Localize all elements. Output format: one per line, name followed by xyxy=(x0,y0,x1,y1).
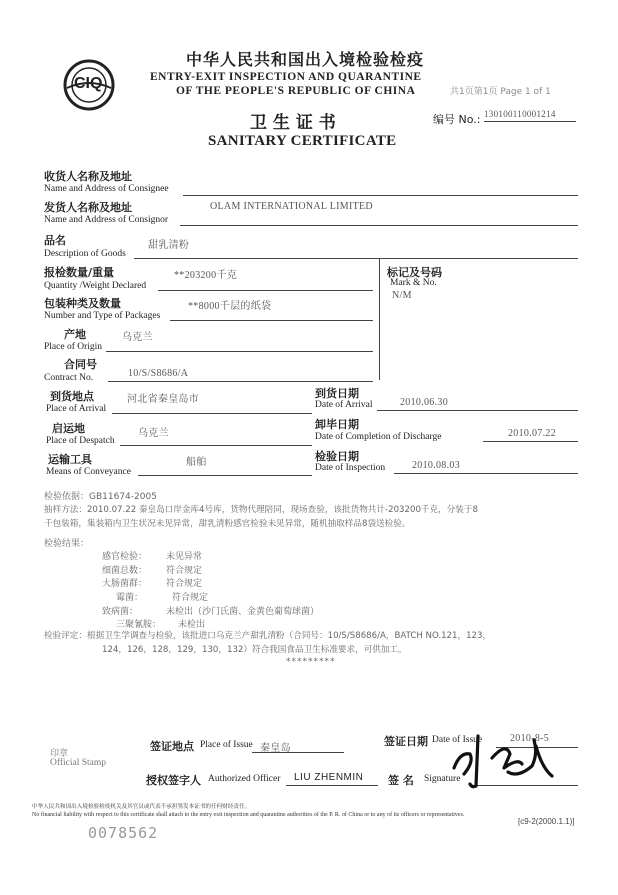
issue-place-label-en: Place of Issue xyxy=(200,740,253,750)
arrival-place-label-en: Place of Arrival xyxy=(46,404,107,414)
signature-label-en: Signature xyxy=(424,774,461,784)
despatch-label-en: Place of Despatch xyxy=(46,436,115,446)
packages-value: **8000千层的纸袋 xyxy=(188,301,272,312)
origin-label-en: Place of Origin xyxy=(44,342,103,352)
officer-label-cn: 授权签字人 xyxy=(146,774,201,787)
arrival-place-value: 河北省秦皇岛市 xyxy=(127,394,200,405)
ciq-logo xyxy=(62,58,116,112)
signature-label-cn: 签 名 xyxy=(388,774,414,787)
despatch-value: 乌克兰 xyxy=(138,428,169,439)
marks-label-cn: 标记及号码 xyxy=(387,266,442,279)
conveyance-label-cn: 运输工具 xyxy=(48,453,92,466)
discharge-label-en: Date of Completion of Discharge xyxy=(315,432,442,442)
disclaimer-cn: 中华人民共和国出入境检验检疫机关及其官员或代表不承担签发本证书的任何财经责任。 xyxy=(32,804,251,810)
origin-value: 乌克兰 xyxy=(122,332,153,343)
result-item: 感官检验： xyxy=(102,552,148,562)
despatch-label-cn: 启运地 xyxy=(52,422,85,435)
quantity-label-cn: 报检数量/重量 xyxy=(44,266,115,279)
contract-value: 10/S/S8686/A xyxy=(128,368,189,379)
consignor-label-cn: 发货人名称及地址 xyxy=(44,201,132,214)
page-info: 共1页第1页 Page 1 of 1 xyxy=(450,87,551,97)
logo-text: CIQ xyxy=(74,75,103,92)
arrival-place-label-cn: 到货地点 xyxy=(50,390,94,403)
disclaimer-en: No financial liability with respect to this certificate shall attach to the entry exit inspection and quarantine authorities of the P. R. of China or to any of its officers or representatives. xyxy=(32,812,465,818)
inspection-date-label-en: Date of Inspection xyxy=(315,463,386,473)
inspection-basis: 检验依据：GB11674-2005 xyxy=(44,492,157,502)
issue-date-label-en: Date of Issue xyxy=(432,735,483,745)
conclusion-line2: 124，126，128，129，130，132）符合我国食品卫生标准要求，可供加工。 xyxy=(102,645,407,655)
inspection-date-value: 2010.08.03 xyxy=(412,460,460,471)
issue-place-label-cn: 签证地点 xyxy=(150,740,194,753)
consignor-value: OLAM INTERNATIONAL LIMITED xyxy=(210,201,373,212)
sampling-method-line1: 抽样方法：2010.07.22 秦皇岛口岸金库4号库，货物代理陪同，现场查验，该批货物共计-203200千克，分装于8 xyxy=(44,505,478,515)
result-value: 未检出 xyxy=(178,620,206,630)
issue-place-value: 秦皇岛 xyxy=(260,743,291,754)
result-value: 未见异常 xyxy=(166,552,203,562)
consignee-label-en: Name and Address of Consignee xyxy=(44,184,169,194)
issue-date-value: 2010-8-5 xyxy=(510,733,550,744)
results-label: 检验结果： xyxy=(44,539,90,549)
discharge-label-cn: 卸毕日期 xyxy=(315,418,359,431)
handwritten-signature xyxy=(448,728,558,790)
result-item: 大肠菌群： xyxy=(102,579,148,589)
goods-label-en: Description of Goods xyxy=(44,249,126,259)
contract-label-en: Contract No. xyxy=(44,373,94,383)
result-item: 霉菌： xyxy=(116,593,144,603)
form-code: [c9-2(2000.1.1)] xyxy=(518,817,575,826)
result-value: 符合规定 xyxy=(166,579,203,589)
conclusion-line1: 检验评定：根据卫生学调查与检验，该批进口乌克兰产甜乳清粉（合同号：10/S/S8686/A，BATCH NO.121，123， xyxy=(44,631,492,641)
result-value: 未检出（沙门氏菌、金黄色葡萄球菌） xyxy=(166,607,320,617)
certificate-title-en: SANITARY CERTIFICATE xyxy=(208,133,397,149)
packages-label-en: Number and Type of Packages xyxy=(44,311,161,321)
issue-date-label-cn: 签证日期 xyxy=(384,735,428,748)
quantity-value: **203200千克 xyxy=(174,270,237,281)
arrival-date-label-cn: 到货日期 xyxy=(315,387,359,400)
stamp-label-cn: 印章 xyxy=(50,749,69,759)
consignor-label-en: Name and Address of Consignor xyxy=(44,215,169,225)
result-item: 细菌总数： xyxy=(102,566,148,576)
cert-no-label: 编号 No.: xyxy=(433,113,481,126)
stamp-label-en: Official Stamp xyxy=(50,758,107,768)
inspection-date-label-cn: 检验日期 xyxy=(315,450,359,463)
marks-value: N/M xyxy=(392,290,412,301)
contract-label-cn: 合同号 xyxy=(64,358,97,371)
officer-label-en: Authorized Officer xyxy=(208,774,281,784)
arrival-date-label-en: Date of Arrival xyxy=(315,400,373,410)
authority-title-cn: 中华人民共和国出入境检验检疫 xyxy=(186,50,425,69)
discharge-value: 2010.07.22 xyxy=(508,428,556,439)
serial-number: 0078562 xyxy=(88,824,159,842)
arrival-date-value: 2010.06.30 xyxy=(400,397,448,408)
goods-value: 甜乳清粉 xyxy=(148,240,190,251)
consignee-label-cn: 收货人名称及地址 xyxy=(44,170,132,183)
goods-label-cn: 品名 xyxy=(44,234,66,247)
result-item: 致病菌： xyxy=(102,607,139,617)
conveyance-value: 船舶 xyxy=(186,457,207,468)
end-stars: ********* xyxy=(286,657,336,667)
certificate-title-cn: 卫 生 证 书 xyxy=(250,113,336,133)
origin-label-cn: 产地 xyxy=(64,328,86,341)
marks-label-en: Mark & No. xyxy=(390,278,437,288)
cert-no-value: 130100110001214 xyxy=(484,109,556,119)
result-value: 符合规定 xyxy=(166,566,203,576)
result-item: 三聚氰胺： xyxy=(116,620,162,630)
officer-value: LIU ZHENMIN xyxy=(294,772,364,783)
authority-title-en-line1: ENTRY-EXIT INSPECTION AND QUARANTINE xyxy=(150,71,422,83)
quantity-label-en: Quantity /Weight Declared xyxy=(44,281,147,291)
conveyance-label-en: Means of Conveyance xyxy=(46,467,131,477)
result-value: 符合规定 xyxy=(172,593,209,603)
authority-title-en-line2: OF THE PEOPLE'S REPUBLIC OF CHINA xyxy=(176,85,416,97)
sampling-method-line2: 千包装箱，集装箱内卫生状况未见异常，甜乳清粉感官检验未见异常，随机抽取样品8袋送检验。 xyxy=(44,519,411,529)
packages-label-cn: 包装种类及数量 xyxy=(44,297,121,310)
